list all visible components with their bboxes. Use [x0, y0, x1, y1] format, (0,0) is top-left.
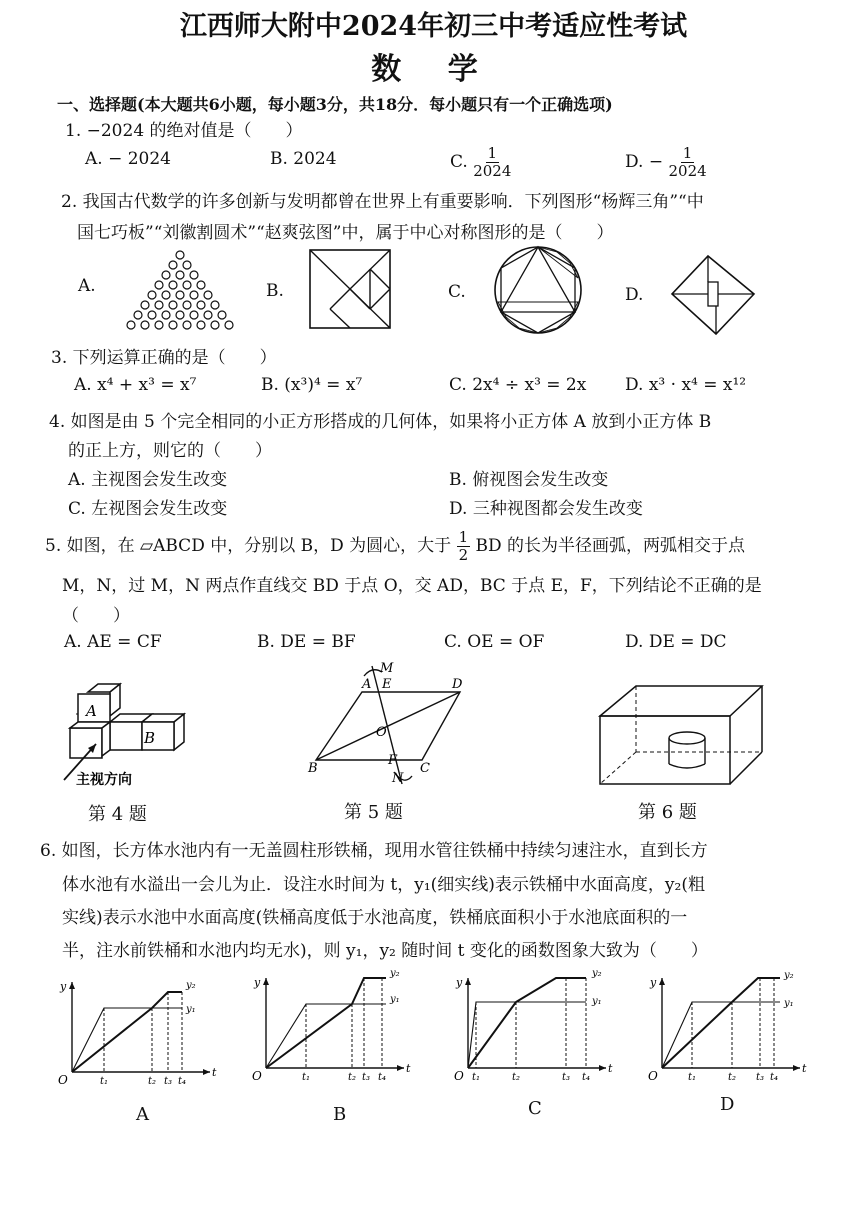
q2-option-a: A.	[78, 276, 96, 296]
q1-option-c-label: C.	[450, 152, 468, 172]
tick-label-t3: t₃	[164, 1076, 173, 1087]
subject-title: 数 学	[371, 52, 496, 87]
tick-label-t4: t₄	[178, 1076, 187, 1087]
liuhui-circle-figure	[490, 244, 586, 336]
triangle-dot	[162, 311, 170, 319]
q6-stem-line3: 实线)表示水池中水面高度(铁桶高度低于水池高度，铁桶底面积小于水池底面积的一	[62, 908, 688, 928]
origin-label: O	[252, 1069, 262, 1083]
y1-label: y₁	[390, 994, 400, 1005]
graph-d-caption: D	[720, 1094, 735, 1115]
q2-option-c: C.	[448, 282, 466, 302]
y2-curve	[266, 978, 386, 1068]
triangle-dot	[204, 311, 212, 319]
triangle-dot	[218, 311, 226, 319]
y1-curve	[72, 1008, 182, 1072]
q5-option-a: A. AE = CF	[64, 632, 162, 652]
triangle-dot	[190, 311, 198, 319]
q5-option-b: B. DE = BF	[257, 632, 356, 652]
svg-text:B: B	[308, 761, 318, 776]
origin-label: O	[454, 1069, 464, 1083]
triangle-dot	[190, 271, 198, 279]
triangle-dot	[211, 321, 219, 329]
q5-stem-line2: M，N，过 M，N 两点作直线交 BD 于点 O，交 AD，BC 于点 E，F，下列结论不正确的是	[62, 576, 762, 596]
y-axis-arrow	[659, 978, 665, 985]
t-axis-arrow	[203, 1069, 210, 1075]
triangle-dot	[134, 311, 142, 319]
tick-label-t4: t₄	[378, 1072, 387, 1083]
t-axis-arrow	[599, 1065, 606, 1071]
y2-curve	[72, 992, 182, 1072]
y-axis-arrow	[263, 978, 269, 985]
tick-label-t1: t₁	[100, 1076, 109, 1087]
q5-option-c: C. OE = OF	[444, 632, 545, 652]
q4-stem-line2: 的正上方，则它的（ ）	[68, 441, 272, 461]
triangle-dot	[155, 321, 163, 329]
y2-label: y₂	[592, 968, 602, 979]
t-axis-label: t	[212, 1066, 217, 1079]
svg-text:C: C	[420, 761, 430, 776]
zhaoshuang-figure	[668, 252, 758, 338]
y1-label: y₁	[186, 1004, 196, 1015]
graph-b-caption: B	[333, 1104, 347, 1125]
q2-stem-line2: 国七巧板”“刘徽割圆术”“赵爽弦图”中，属于中心对称图形的是（ ）	[77, 223, 614, 243]
q6-stem-line2: 体水池有水溢出一会儿为止．设注水时间为 t，y₁(细实线)表示铁桶中水面高度，y₂(粗	[62, 875, 705, 895]
tick-label-t1: t₁	[688, 1072, 697, 1083]
q1-option-a: A. − 2024	[85, 149, 171, 169]
triangle-dot	[211, 301, 219, 309]
triangle-dot	[141, 321, 149, 329]
y2-label: y₂	[186, 980, 196, 991]
yanghui-triangle-figure	[115, 247, 245, 332]
tick-label-t3: t₃	[756, 1072, 765, 1083]
y1-label: y₁	[784, 998, 794, 1009]
triangle-dot	[183, 321, 191, 329]
y1-curve	[266, 1004, 386, 1068]
triangle-dot	[169, 301, 177, 309]
q1-stem: 1. −2024 的绝对值是（ ）	[65, 121, 303, 141]
q6-stem-line4: 半，注水前铁桶和水池内均无水)，则 y₁，y₂ 随时间 t 变化的函数图象大致为（ ）	[62, 941, 708, 961]
tick-label-t4: t₄	[582, 1072, 591, 1083]
graph-c	[446, 968, 616, 1088]
y1-label: y₁	[592, 996, 602, 1007]
fig6-pool	[592, 680, 772, 790]
t-axis-label: t	[802, 1062, 807, 1075]
graph-a	[50, 972, 220, 1092]
y-axis-label: y	[60, 980, 67, 993]
q5-option-d: D. DE = DC	[625, 632, 727, 652]
q5-stem-line1: 5. 如图，在 ▱ABCD 中，分别以 B，D 为圆心，大于 $\frac{1}{2}$ BD 的长为半径画弧，两弧相交于点	[45, 528, 746, 564]
fig4-direction-label: 主视方向	[76, 772, 132, 788]
y2-label: y₂	[390, 968, 400, 979]
y2-curve	[468, 978, 586, 1068]
q1-option-c-fraction: $\frac{1}{2024}$	[473, 144, 512, 180]
triangle-dot	[197, 301, 205, 309]
triangle-dot	[197, 321, 205, 329]
y2-label: y₂	[784, 970, 794, 981]
q5-half-fraction: $\frac{1}{2}$	[458, 528, 469, 564]
q2-option-b: B.	[266, 281, 284, 301]
q4-stem-line1: 4. 如图是由 5 个完全相同的小正方形搭成的几何体，如果将小正方体 A 放到小正方体 B	[49, 412, 712, 432]
origin-label: O	[648, 1069, 658, 1083]
svg-text:A: A	[362, 677, 372, 692]
graph-c-caption: C	[528, 1098, 542, 1119]
triangle-dot	[197, 281, 205, 289]
svg-text:E: E	[382, 677, 392, 692]
t-axis-label: t	[608, 1062, 613, 1075]
q1-option-d-label: D. −	[625, 152, 664, 172]
q4-option-a: A. 主视图会发生改变	[68, 470, 228, 490]
y-axis-arrow	[465, 978, 471, 985]
triangle-dot	[169, 321, 177, 329]
triangle-dot	[176, 271, 184, 279]
tick-label-t1: t₁	[302, 1072, 311, 1083]
fig4-label-a: A	[86, 702, 97, 720]
q2-option-d: D.	[625, 285, 644, 305]
graph-d	[640, 968, 810, 1088]
graph-b	[244, 968, 414, 1088]
q3-option-b: B. (x³)⁴ = x⁷	[261, 375, 363, 395]
fig5-parallelogram	[300, 660, 470, 790]
triangle-dot	[169, 261, 177, 269]
y2-curve	[662, 978, 780, 1068]
q3-option-d: D. x³ · x⁴ = x¹²	[625, 375, 747, 395]
fig4-cubes	[60, 680, 190, 790]
triangle-dot	[148, 311, 156, 319]
tick-label-t3: t₃	[562, 1072, 571, 1083]
exam-title: 江西师大附中2024年初三中考适应性考试	[179, 11, 688, 42]
triangle-dot	[190, 291, 198, 299]
triangle-dot	[127, 321, 135, 329]
q4-option-d: D. 三种视图都会发生改变	[449, 499, 643, 519]
y-axis-label: y	[254, 976, 261, 989]
triangle-dot	[225, 321, 233, 329]
tick-label-t2: t₂	[512, 1072, 521, 1083]
triangle-dot	[183, 301, 191, 309]
q3-option-a: A. x⁴ + x³ = x⁷	[74, 375, 197, 395]
q1-option-d-fraction: $\frac{1}{2024}$	[668, 144, 707, 180]
tick-label-t2: t₂	[728, 1072, 737, 1083]
q6-stem-line1: 6. 如图，长方体水池内有一无盖圆柱形铁桶，现用水管往铁桶中持续匀速注水，直到长方	[40, 841, 708, 861]
triangle-dot	[176, 291, 184, 299]
svg-text:O: O	[376, 725, 387, 740]
q1-option-b: B. 2024	[270, 149, 337, 169]
fig5-caption: 第 5 题	[344, 802, 403, 823]
fig4-caption: 第 4 题	[88, 804, 147, 825]
triangle-dot	[183, 281, 191, 289]
q2-stem-line1: 2. 我国古代数学的许多创新与发明都曾在世界上有重要影响．下列图形“杨辉三角”“中	[61, 192, 704, 212]
svg-text:N: N	[392, 771, 404, 786]
t-axis-arrow	[397, 1065, 404, 1071]
tangram-figure	[305, 245, 397, 331]
tick-label-t2: t₂	[348, 1072, 357, 1083]
tick-label-t1: t₁	[472, 1072, 481, 1083]
y1-curve	[468, 1002, 586, 1068]
tick-label-t2: t₂	[148, 1076, 157, 1087]
svg-text:F: F	[388, 753, 398, 768]
q4-option-b: B. 俯视图会发生改变	[449, 470, 609, 490]
q3-option-c: C. 2x⁴ ÷ x³ = 2x	[449, 375, 587, 395]
t-axis-arrow	[793, 1065, 800, 1071]
graph-a-caption: A	[136, 1104, 149, 1125]
section-heading: 一、选择题(本大题共6小题，每小题3分，共18分．每小题只有一个正确选项)	[57, 95, 613, 114]
q5-stem-line3: （ ）	[62, 606, 130, 626]
tick-label-t3: t₃	[362, 1072, 371, 1083]
triangle-dot	[183, 261, 191, 269]
triangle-dot	[141, 301, 149, 309]
triangle-dot	[155, 281, 163, 289]
triangle-dot	[176, 311, 184, 319]
svg-text:D: D	[452, 677, 463, 692]
triangle-dot	[176, 251, 184, 259]
y-axis-label: y	[650, 976, 657, 989]
triangle-dot	[148, 291, 156, 299]
tick-label-t4: t₄	[770, 1072, 779, 1083]
fig4-label-b: B	[144, 729, 156, 747]
origin-label: O	[58, 1073, 68, 1087]
q4-option-c: C. 左视图会发生改变	[68, 499, 228, 519]
svg-text:M: M	[380, 661, 394, 676]
t-axis-label: t	[406, 1062, 411, 1075]
q1-option-c	[450, 145, 511, 180]
q1-option-d	[625, 145, 707, 180]
triangle-dot	[162, 271, 170, 279]
q3-stem: 3. 下列运算正确的是（ ）	[51, 348, 277, 368]
triangle-dot	[162, 291, 170, 299]
y-axis-arrow	[69, 982, 75, 989]
fig6-caption: 第 6 题	[638, 802, 697, 823]
triangle-dot	[155, 301, 163, 309]
triangle-dot	[169, 281, 177, 289]
triangle-dot	[204, 291, 212, 299]
y-axis-label: y	[456, 976, 463, 989]
